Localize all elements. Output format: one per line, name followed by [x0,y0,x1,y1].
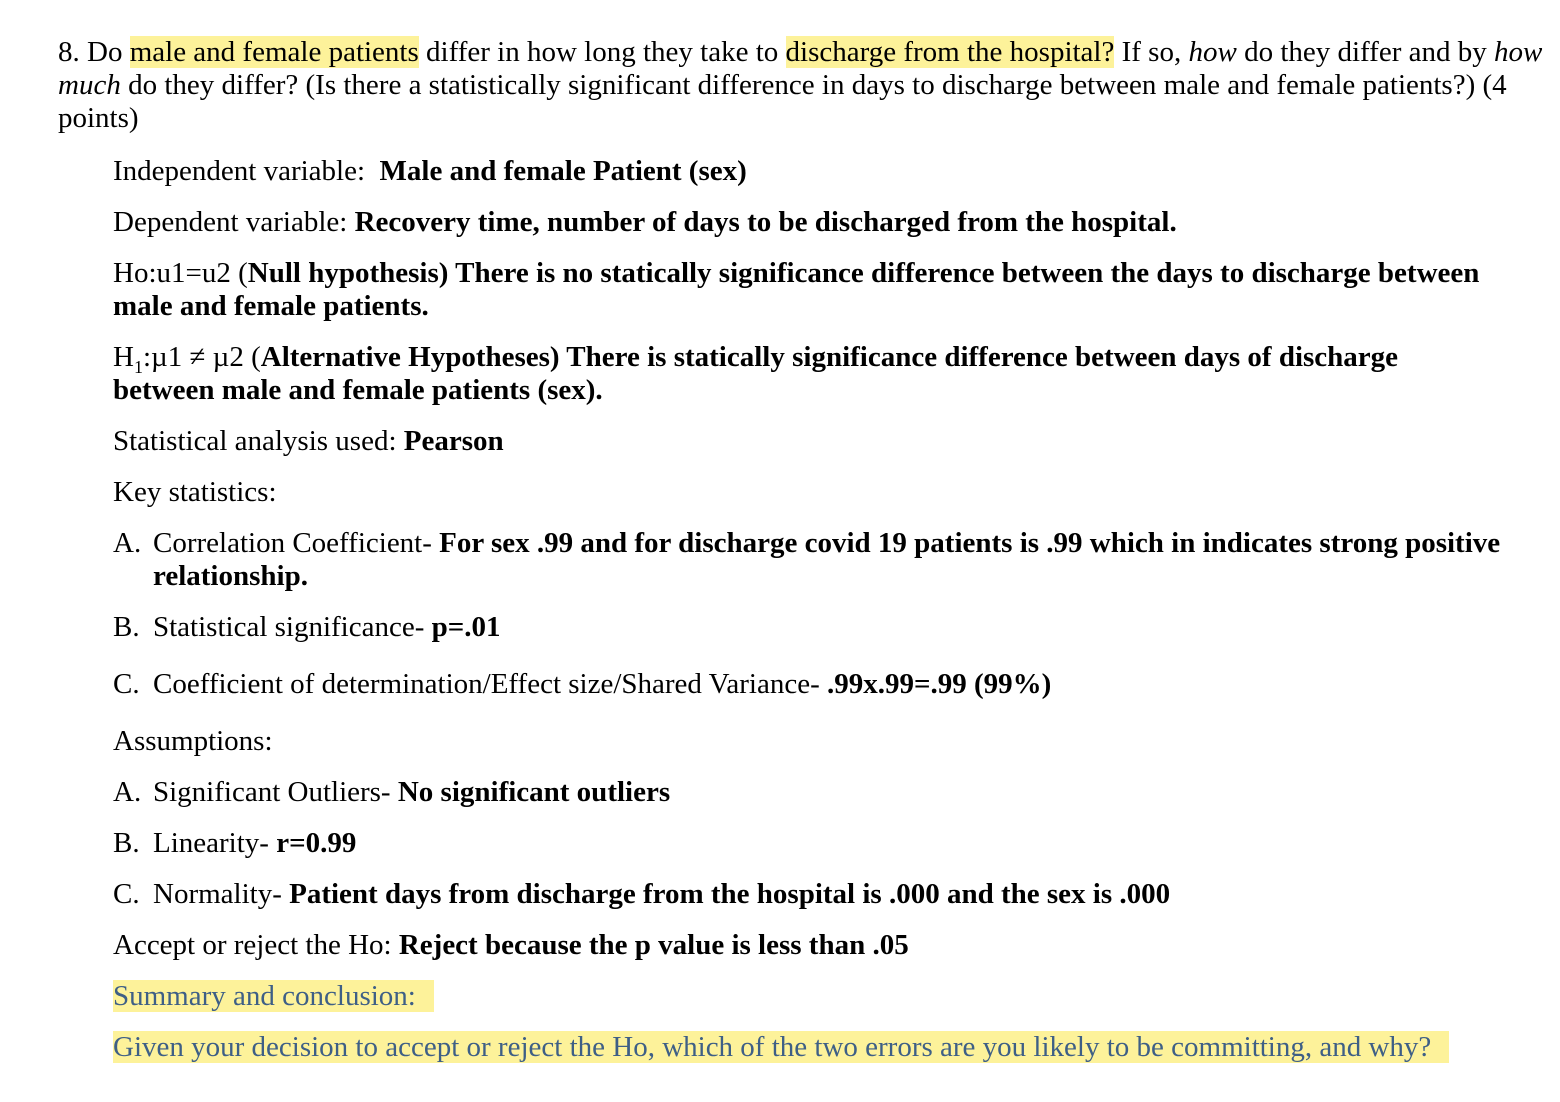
decision-label: Accept or reject the Ho: [113,929,392,961]
list-body [153,668,1553,701]
key-stat-value: For sex .99 and for discharge covid 19 patients is .99 which in indicates strong positive relationship. [153,527,1501,592]
alt-hypothesis-label-rest: :µ1 ≠ µ2 ( [142,341,261,373]
alt-hypothesis-label-h: H [113,341,134,373]
decision-value: Reject because the p value is less than .05 [398,929,909,961]
highlight-male-female: male and female patients [129,36,419,68]
list-letter: B. [113,611,140,643]
null-hypothesis-value: Null hypothesis) There is no statically significance difference between the days to discharge between male and female patients. [113,257,1480,322]
list-letter: C. [113,668,140,700]
assumption-value: Patient days from discharge from the hospital is .000 and the sex is .000 [289,878,1171,910]
dependent-variable-label: Dependent variable: [113,206,348,238]
highlight-discharge: discharge from the hospital? [785,36,1115,68]
list-letter: B. [113,827,140,859]
independent-variable-label: Independent variable: [113,155,366,187]
dependent-variable [113,206,1553,239]
list-body [153,611,1553,644]
assumption-value: No significant outliers [397,776,671,808]
key-stat-value: p=.01 [431,611,501,643]
alt-hypothesis-value: Alternative Hypotheses) There is statically significance difference between days of discharge between male and female patients (sex). [113,341,1399,406]
list-body [153,827,1553,860]
assumption-item-b [113,827,1553,860]
assumption-label: Linearity- [153,827,269,859]
error-question-prompt [113,1031,1553,1064]
question-text [58,36,1548,135]
key-stat-label: Statistical significance- [153,611,425,643]
null-hypothesis-label: Ho:u1=u2 ( [113,257,248,289]
list-body [153,878,1553,911]
independent-variable-value: Male and female Patient (sex) [379,155,747,187]
question-text-2: differ in how long they take to [426,36,779,68]
key-statistics-heading: Key statistics: [113,476,277,508]
question-text-3: If so, [1121,36,1182,68]
question-text-1: Do [87,36,123,68]
list-body [153,527,1553,593]
assumptions-heading: Assumptions: [113,725,273,757]
key-stat-label: Coefficient of determination/Effect size/Shared Variance- [153,668,820,700]
statistical-analysis-label: Statistical analysis used: [113,425,397,457]
question-italic-how-much: how much [58,36,1543,101]
decision [113,929,1553,962]
question-text-5: do they differ? (Is there a statistically significant difference in days to discharge between male and female patients?) (4 points) [58,69,1507,134]
key-stat-item-b [113,611,1553,644]
key-stat-item-c [113,668,1553,701]
summary-prompt [113,980,1553,1013]
list-letter: A. [113,776,142,808]
assumption-item-c [113,878,1553,911]
question-number: 8. [58,36,80,68]
dependent-variable-value: Recovery time, number of days to be discharged from the hospital. [354,206,1177,238]
list-letter: C. [113,878,140,910]
assumption-label: Significant Outliers- [153,776,391,808]
error-question-label: Given your decision to accept or reject the Ho, which of the two errors are you likely to be committing, and why? [113,1031,1449,1063]
list-letter: A. [113,527,142,559]
question-text-4: do they differ and by [1244,36,1487,68]
independent-variable [113,155,1553,188]
alternative-hypothesis [113,341,1463,407]
null-hypothesis [113,257,1543,323]
assumption-label: Normality- [153,878,282,910]
assumption-value: r=0.99 [276,827,357,859]
statistical-analysis [113,425,1553,458]
list-body [153,776,1553,809]
key-stat-value: .99x.99=.99 (99%) [826,668,1052,700]
summary-label: Summary and conclusion: [113,980,434,1012]
key-stat-label: Correlation Coefficient- [153,527,432,559]
alt-hypothesis-subscript: 1 [133,356,143,377]
statistical-analysis-value: Pearson [403,425,504,457]
key-stat-item-a [113,527,1553,593]
question-italic-how: how [1188,36,1237,68]
assumption-item-a [113,776,1553,809]
